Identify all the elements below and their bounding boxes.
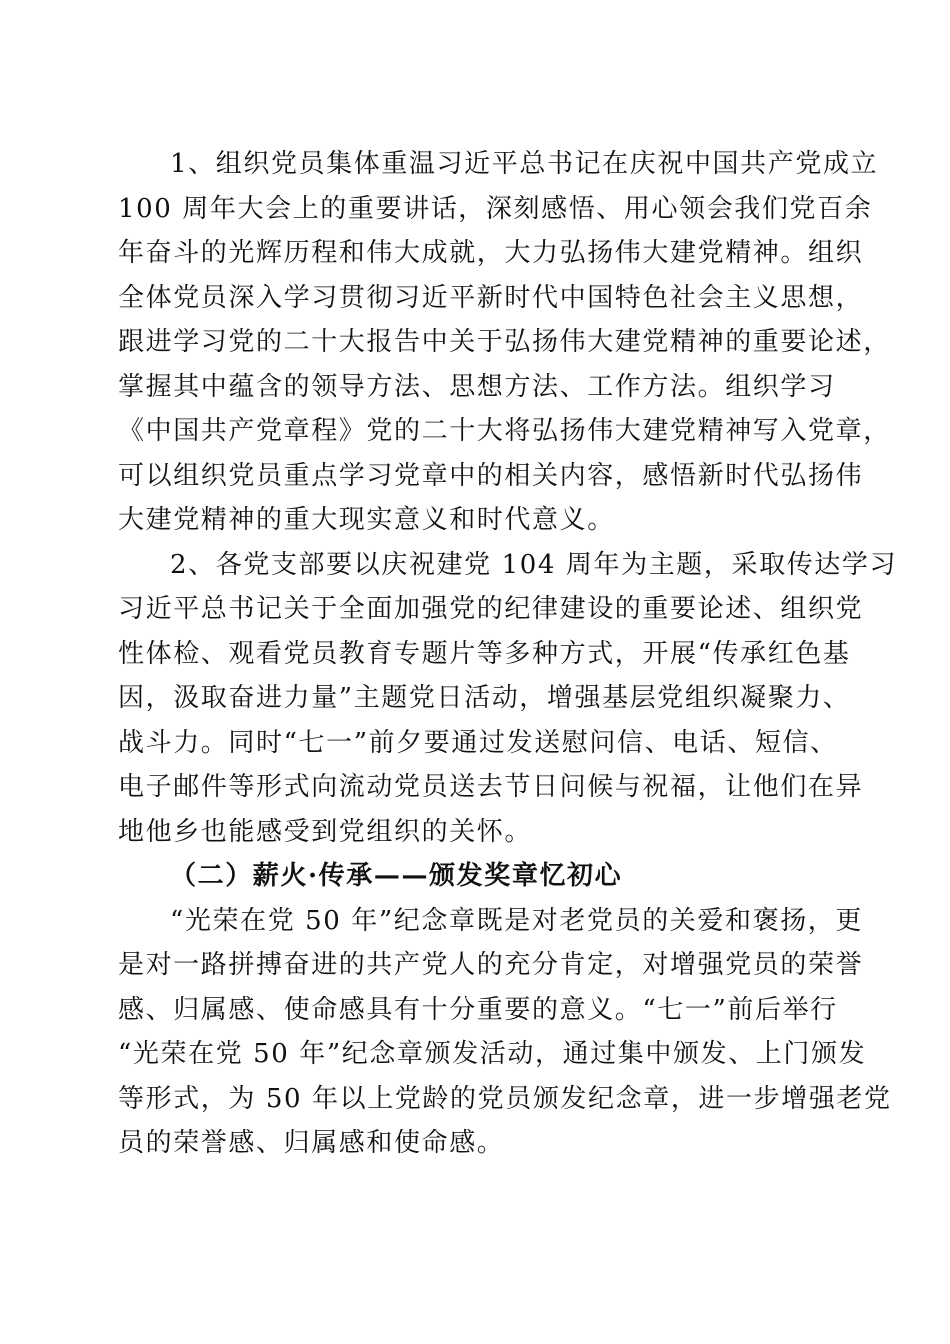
text-line: 战斗力。同时“七一”前夕要通过发送慰问信、电话、短信、 <box>118 727 838 758</box>
text-line: 电子邮件等形式向流动党员送去节日问候与祝福，让他们在异 <box>118 772 864 802</box>
text-line: 可以组织党员重点学习党章中的相关内容，感悟新时代弘扬伟 <box>118 460 864 491</box>
text-line: 跟进学习党的二十大报告中关于弘扬伟大建党精神的重要论述， <box>118 327 891 357</box>
text-line: 100 周年大会上的重要讲话，深刻感悟、用心领会我们党百余 <box>118 193 873 224</box>
text-line: 习近平总书记关于全面加强党的纪律建设的重要论述、组织党 <box>118 594 864 624</box>
text-line: 《中国共产党章程》党的二十大将弘扬伟大建党精神写入党章， <box>118 416 891 446</box>
document-body <box>118 142 898 1166</box>
text-line: 感、归属感、使命感具有十分重要的意义。“七一”前后举行 <box>118 994 838 1025</box>
text-line: 是对一路拼搏奋进的共产党人的充分肯定，对增强党员的荣誉 <box>118 950 864 980</box>
text-line: 等形式，为 50 年以上党龄的党员颁发纪念章，进一步增强老党 <box>118 1083 892 1114</box>
text-line: “光荣在党 50 年”纪念章颁发活动，通过集中颁发、上门颁发 <box>118 1039 867 1069</box>
text-line: “光荣在党 50 年”纪念章既是对老党员的关爱和褒扬，更 <box>170 905 863 936</box>
text-line: 年奋斗的光辉历程和伟大成就，大力弘扬伟大建党精神。组织 <box>118 238 864 268</box>
text-line: 员的荣誉感、归属感和使命感。 <box>118 1128 505 1158</box>
text-line: 1、组织党员集体重温习近平总书记在庆祝中国共产党成立 <box>170 149 879 179</box>
paragraph-3 <box>118 899 892 1166</box>
paragraph-2 <box>118 543 898 855</box>
text-line: 性体检、观看党员教育专题片等多种方式，开展“传承红色基 <box>118 638 851 669</box>
text-line: 全体党员深入学习贯彻习近平新时代中国特色社会主义思想， <box>118 282 864 313</box>
section-heading: （二）薪火·传承——颁发奖章忆初心 <box>170 861 623 891</box>
text-line: 地他乡也能感受到党组织的关怀。 <box>118 816 533 847</box>
text-line: 因，汲取奋进力量”主题党日活动，增强基层党组织凝聚力、 <box>118 683 851 713</box>
text-line: 2、各党支部要以庆祝建党 104 周年为主题，采取传达学习 <box>170 549 898 580</box>
paragraph-1 <box>118 142 891 543</box>
text-line: 大建党精神的重大现实意义和时代意义。 <box>118 505 615 535</box>
text-line: 掌握其中蕴含的领导方法、思想方法、工作方法。组织学习 <box>118 371 836 402</box>
